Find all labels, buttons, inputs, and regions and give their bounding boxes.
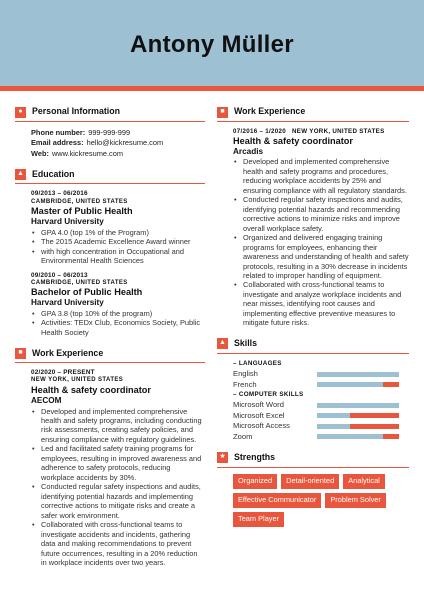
job-title: Health & safety coordinator bbox=[233, 135, 353, 146]
skill-row bbox=[233, 400, 409, 411]
work-entry bbox=[31, 369, 205, 567]
strength-tags bbox=[233, 474, 409, 531]
entry-location: CAMBRIDGE, UNITED STATES bbox=[31, 279, 128, 286]
web-row bbox=[31, 149, 205, 158]
section-title: Skills bbox=[234, 338, 257, 349]
section-title: Education bbox=[32, 168, 75, 179]
strengths-section bbox=[217, 452, 409, 531]
phone-label: Phone number: bbox=[31, 128, 86, 137]
skill-row bbox=[233, 379, 409, 390]
section-title: Personal Information bbox=[32, 106, 120, 117]
list-item: • Conducted regular safety inspections and audits, identifying potential hazards and implementing corrective actions to mitigate risks and create a safer work environment. bbox=[31, 482, 205, 520]
entry-dates: 09/2010 – 06/2013 bbox=[31, 271, 88, 279]
left-column bbox=[15, 106, 205, 578]
briefcase-icon: ■ bbox=[217, 107, 228, 118]
skill-level-fill bbox=[383, 382, 399, 387]
personal-information-section bbox=[15, 106, 205, 158]
section-divider bbox=[217, 121, 409, 122]
job-title: Health & safety coordinator bbox=[31, 385, 151, 396]
entry-location: NEW YORK, UNITED STATES bbox=[31, 377, 124, 384]
skill-level-bar bbox=[317, 382, 399, 387]
strength-tag: Problem Solver bbox=[325, 493, 386, 508]
web-label: Web: bbox=[31, 148, 49, 158]
skill-level-bar bbox=[317, 424, 399, 429]
degree-title: Bachelor of Public Health bbox=[31, 287, 143, 298]
section-divider bbox=[217, 467, 409, 468]
skill-row bbox=[233, 421, 409, 432]
candidate-name: Antony Müller bbox=[130, 31, 294, 58]
phone-row bbox=[31, 128, 205, 137]
section-title: Work Experience bbox=[234, 106, 306, 117]
entry-dates: 02/2020 – PRESENT bbox=[31, 369, 95, 377]
list-item: • GPA 4.0 (top 1% of the Program) bbox=[31, 228, 205, 237]
list-item: • Organized and delivered engaging training programs for employees, enhancing their awareness and understanding of health and safety protocols, resulting in a 30% decrease in incidents related to improper handling of equipment. bbox=[233, 233, 409, 280]
education-entry bbox=[31, 190, 205, 265]
strength-tag: Organized bbox=[233, 474, 277, 489]
section-divider bbox=[15, 121, 205, 122]
work-entry bbox=[233, 128, 409, 328]
skill-row bbox=[233, 410, 409, 421]
list-item: • Developed and implemented comprehensive health and safety programs and procedures, reducing workplace accidents by 25% and ensuring compliance with all regulatory standards. bbox=[233, 157, 409, 195]
section-title: Strengths bbox=[234, 452, 276, 463]
list-item: • with high concentration in Occupational and Environmental Health Sciences bbox=[31, 247, 205, 266]
list-item: • Conducted regular safety inspections and audits, identifying potential hazards and recommending corrective actions to minimize risks and improve overall workplace safety. bbox=[233, 195, 409, 233]
skill-category: – COMPUTER SKILLS bbox=[233, 390, 304, 398]
star-icon: ★ bbox=[217, 452, 228, 463]
education-section bbox=[15, 168, 205, 337]
list-item: • GPA 3.8 (top 10% of the program) bbox=[31, 309, 205, 318]
section-divider bbox=[217, 353, 409, 354]
section-divider bbox=[15, 362, 205, 363]
skill-row bbox=[233, 431, 409, 442]
flask-icon: ▲ bbox=[217, 338, 228, 349]
list-item: • Developed and implemented comprehensive health and safety programs, including conducting risk assessments, creating safety policies, and ensuring compliance with regulatory guidelines. bbox=[31, 407, 205, 445]
list-item: • Collaborated with cross-functional teams to investigate and analyze workplace incidents and near misses, identifying root causes and implementing effective preventive measures to mitigate future risks. bbox=[233, 280, 409, 327]
phone-value: 999-999-999 bbox=[88, 128, 131, 137]
entry-dates-location: 07/2016 – 1/2020 NEW YORK, UNITED STATES bbox=[233, 128, 385, 135]
school-name: Harvard University bbox=[31, 216, 104, 226]
web-value: www.kickresume.com bbox=[51, 148, 123, 158]
skill-level-fill bbox=[350, 413, 399, 418]
degree-title: Master of Public Health bbox=[31, 206, 133, 217]
skill-name: Microsoft Word bbox=[233, 400, 284, 410]
skill-level-bar bbox=[317, 372, 399, 377]
skill-name: English bbox=[233, 369, 258, 379]
company-name: Arcadis bbox=[233, 146, 264, 156]
skill-name: Zoom bbox=[233, 431, 253, 441]
briefcase-icon: ■ bbox=[15, 348, 26, 359]
list-item: • Led and facilitated safety training programs for employees, resulting in improved awareness and adherence to safety protocols, reducing workplace accidents by 30%. bbox=[31, 444, 205, 482]
skill-level-bar bbox=[317, 403, 399, 408]
skill-level-bar bbox=[317, 413, 399, 418]
entry-location: CAMBRIDGE, UNITED STATES bbox=[31, 198, 128, 205]
skills-section bbox=[217, 338, 409, 442]
email-label: Email address: bbox=[31, 138, 84, 148]
header-accent-stripe bbox=[0, 86, 424, 91]
section-divider bbox=[15, 183, 205, 184]
skills-list bbox=[233, 360, 409, 442]
company-name: AECOM bbox=[31, 395, 62, 405]
right-column bbox=[217, 106, 409, 541]
strength-tag: Detail-oriented bbox=[281, 474, 339, 489]
graduation-cap-icon: ▲ bbox=[15, 169, 26, 180]
entry-dates: 09/2013 – 06/2016 bbox=[31, 190, 88, 198]
skill-level-fill bbox=[383, 434, 399, 439]
skill-row bbox=[233, 369, 409, 380]
skill-name: Microsoft Access bbox=[233, 421, 290, 431]
list-item: • Collaborated with cross-functional teams to investigate accidents and incidents, gathering data and making recommendations to prevent future occurrences, resulting in a 20% reduction in workplace incidents over two years. bbox=[31, 520, 205, 567]
skill-name: French bbox=[233, 379, 257, 389]
skill-level-fill bbox=[350, 424, 399, 429]
list-item: • The 2015 Academic Excellence Award winner bbox=[31, 237, 205, 246]
section-title: Work Experience bbox=[32, 347, 104, 358]
work-experience-section bbox=[15, 347, 205, 567]
skill-category: – LANGUAGES bbox=[233, 359, 282, 367]
education-entry bbox=[31, 272, 205, 338]
skill-level-bar bbox=[317, 434, 399, 439]
person-icon: ● bbox=[15, 107, 26, 118]
email-value: hello@kickresume.com bbox=[86, 138, 164, 148]
list-item: • Activities: TEDx Club, Economics Society, Public Health Society bbox=[31, 318, 205, 337]
email-row bbox=[31, 138, 205, 147]
strength-tag: Analytical bbox=[343, 474, 385, 489]
skill-name: Microsoft Excel bbox=[233, 410, 285, 420]
school-name: Harvard University bbox=[31, 298, 104, 307]
strength-tag: Effective Communicator bbox=[233, 493, 321, 508]
work-experience-section bbox=[217, 106, 409, 328]
strength-tag: Team Player bbox=[233, 512, 284, 527]
